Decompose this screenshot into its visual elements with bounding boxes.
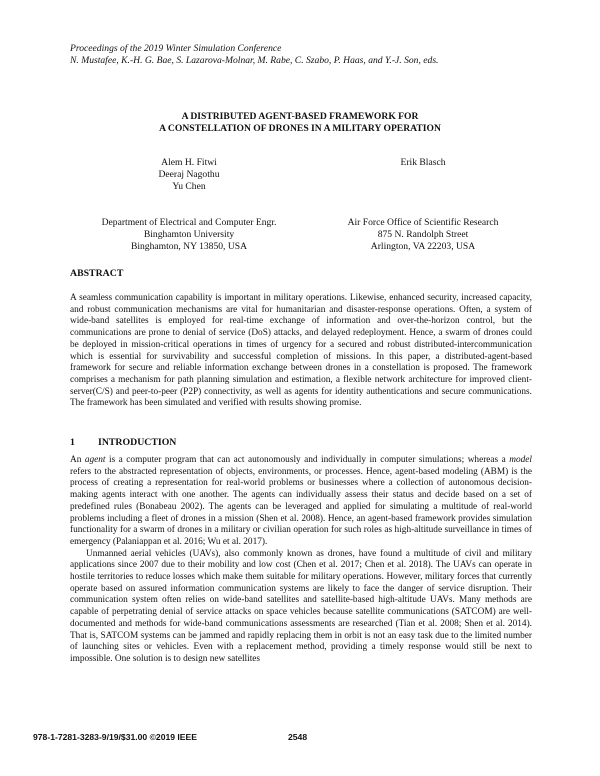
author-block-right — [303, 157, 543, 253]
author-name: Alem H. Fitwi — [161, 157, 217, 168]
proceedings-header — [70, 43, 540, 67]
affiliation-line: Binghamton, NY 13850, USA — [130, 241, 248, 252]
affiliation-right — [303, 217, 543, 253]
author-name: Deeraj Nagothu — [158, 169, 220, 180]
introduction-body — [70, 455, 532, 666]
term-model: model — [509, 455, 533, 465]
abstract-body — [70, 293, 532, 410]
introduction-heading — [70, 437, 176, 448]
title-line-2: A CONSTELLATION OF DRONES IN A MILITARY OPERATION — [159, 123, 441, 134]
paper-title — [60, 111, 540, 135]
author-name: Yu Chen — [172, 181, 206, 192]
affiliation-line: Department of Electrical and Computer Engr. — [101, 217, 277, 228]
affiliation-line: 875 N. Randolph Street — [377, 229, 469, 240]
affiliation-left — [69, 217, 309, 253]
editors-line: N. Mustafee, K.-H. G. Bae, S. Lazarova-Molnar, M. Rabe, C. Szabo, P. Haas, and Y.-J. Son, eds. — [70, 55, 439, 66]
abstract-text: A seamless communication capability is important in military operations. Likewise, enhanced security, increased capacity, and robust communication mechanisms are vital for humanitarian and disaster-response operations. Often, a system of wide-band satellites is employed for real-time exchange of information and over-the-horizon control, but the communications are prone to denial of service (DoS) attacks, and delayed redeployment. Hence, a swarm of drones could be deployed in mission-critical operations in times of urgency for a secured and robust distributed-intercommunication which is essential for survivability and successful completion of missions. In this paper, a distributed-agent-based framework for secure and reliable information exchange between drones in a constellation is proposed. The framework comprises a mechanism for path planning simulation and estimation, a flexible network architecture for improved client-server(C/S) and peer-to-peer (P2P) connectivity, as well as agents for identity authentications and secure communications. The framework has been simulated and verified with results showing promise. — [70, 293, 532, 409]
term-agent: agent — [84, 455, 106, 465]
affiliation-line: Arlington, VA 22203, USA — [370, 241, 476, 252]
abstract-heading: ABSTRACT — [70, 268, 124, 279]
affiliation-line: Binghamton University — [143, 229, 235, 240]
section-number: 1 — [70, 437, 75, 448]
affiliation-line: Air Force Office of Scientific Research — [347, 217, 499, 228]
page-number: 2548 — [288, 732, 308, 742]
title-line-1: A DISTRIBUTED AGENT-BASED FRAMEWORK FOR — [181, 111, 419, 122]
footer-isbn: 978-1-7281-3283-9/19/$31.00 ©2019 IEEE — [33, 732, 198, 742]
conference-name: Proceedings of the 2019 Winter Simulation Conference — [70, 43, 282, 54]
intro-paragraph-1: An agent is a computer program that can act autonomously and individually in computer simulations; whereas a model refers to the abstracted representation of objects, environments, or processes. Hence, agent-based modeling (ABM) is the process of creating a representation for real-world problems or businesses where a collection of autonomous decision-making agents interact with one another. The agents can individually assess their status and decide based on a set of predefined rules (Bonabeau 2002). The agents can be leveraged and applied for simulating a multitude of real-world problems including a fleet of drones in a mission (Shen et al. 2008). Hence, an agent-based framework provides simulation functionality for a swarm of drones in a military or civilian operation for such roles as high-altitude surveillance in times of emergency (Palaniappan et al. 2016; Wu et al. 2017). — [70, 455, 533, 547]
intro-paragraph-2: Unmanned aerial vehicles (UAVs), also commonly known as drones, have found a multitude of civil and military applications since 2007 due to their mobility and low cost (Chen et al. 2017; Chen et al. 2018). The UAVs can operate in hostile territories to reduce losses which make them suitable for military operations. However, military forces that currently operate based on assured information communication systems are likely to face the danger of service disruption. Their communication system often relies on wide-band satellites and satellite-based high-altitude UAVs. Many methods are capable of perpetrating denial of service attacks on space vehicles because satellite communications (SATCOM) are well-documented and methods for wide-band communications assessments are researched (Tian et al. 2008; Shen et al. 2014). That is, SATCOM systems can be jammed and rapidly replacing them in orbit is not an easy task due to the limited number of launching sites or vehicles. Even with a replacement method, providing a timely response would still be next to impossible. One solution is to design new satellites — [70, 548, 532, 664]
author-block-left — [69, 157, 309, 253]
section-title: INTRODUCTION — [98, 437, 177, 448]
author-name: Erik Blasch — [400, 157, 446, 168]
